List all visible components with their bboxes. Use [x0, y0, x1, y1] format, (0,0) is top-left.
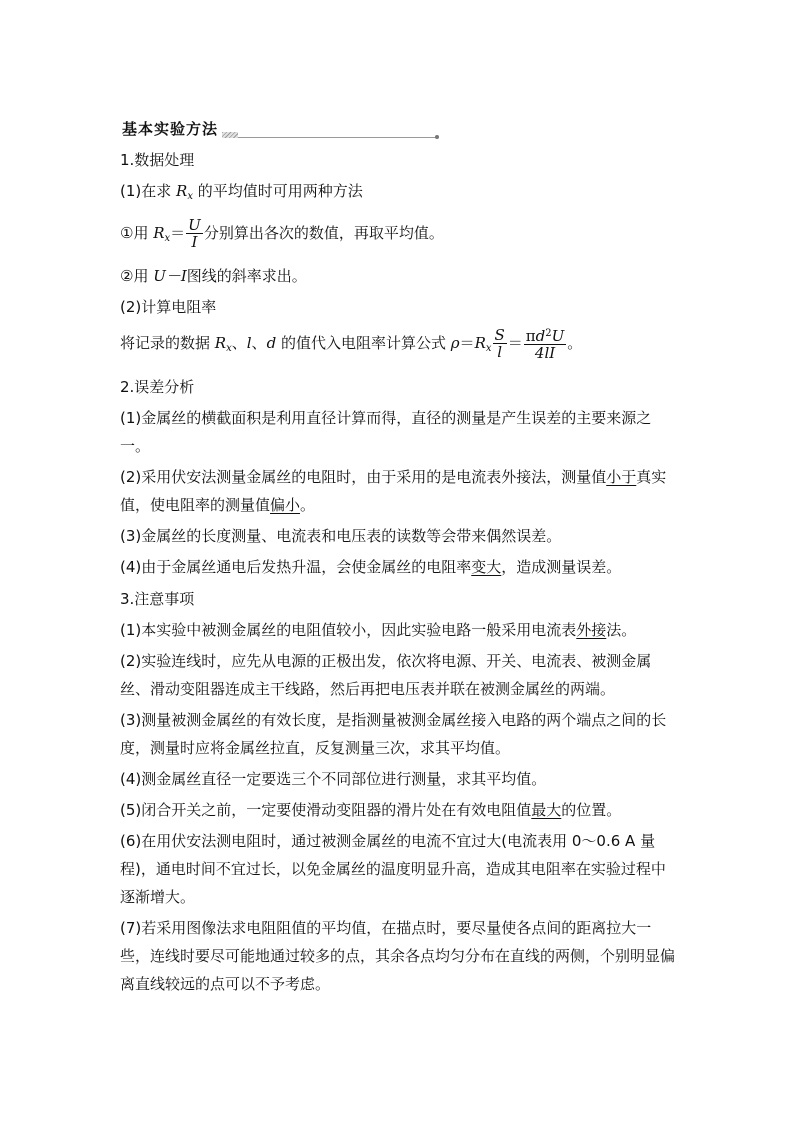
- var-r: R: [153, 224, 165, 242]
- section-title: 基本实验方法: [120, 118, 222, 139]
- underlined-answer: 偏小: [270, 496, 301, 514]
- text: (1)本实验中被测金属丝的电阻值较小，因此实验电路一般采用电流表: [120, 621, 577, 639]
- text: 法。: [606, 621, 637, 639]
- section-underline-dot: [435, 135, 439, 139]
- page-content: [120, 112, 680, 998]
- paragraph-3-6: (6)在用伏安法测电阻时，通过被测金属丝的电流不宜过大(电流表用 0～0.6 A 量程)，通电时间不宜过长，以免金属丝的温度明显升高，造成其电阻率在实验过程中逐渐增大。: [120, 832, 666, 906]
- paragraph-2-2: [120, 463, 680, 519]
- text: 真实值，使电阻率的测量值: [120, 468, 667, 514]
- fraction-u-over-i: [186, 217, 203, 250]
- text: 的平均值时可用两种方法: [192, 182, 363, 200]
- pi-symbol: π: [525, 327, 536, 345]
- paragraph-1-2: (2)计算电阻率: [120, 298, 217, 316]
- equals-sign: ＝: [507, 334, 523, 352]
- subscript-x: x: [187, 191, 193, 202]
- paragraph-2-3: (3)金属丝的长度测量、电流表和电压表的读数等会带来偶然误差。: [120, 527, 562, 545]
- text: ②用: [120, 267, 154, 285]
- subscript-x: x: [226, 343, 232, 354]
- text: (5)闭合开关之前，一定要使滑动变阻器的滑片处在有效电阻值: [120, 801, 532, 819]
- var-d: d: [266, 334, 277, 352]
- var-u-i: U－I: [153, 267, 187, 285]
- denominator: 4lI: [534, 344, 556, 362]
- resistivity-formula-line: [120, 323, 680, 369]
- denominator: I: [191, 233, 198, 251]
- equals-sign: ＝: [170, 224, 186, 242]
- text: 将记录的数据: [120, 334, 215, 352]
- heading-precautions: 3.注意事项: [120, 590, 195, 608]
- text: 的位置。: [561, 801, 622, 819]
- text: 、: [231, 334, 247, 352]
- paragraph-2-1: (1)金属丝的横截面积是利用直径计算而得，直径的测量是产生误差的主要来源之一。: [120, 409, 652, 455]
- text: 。: [300, 496, 316, 514]
- equals-sign: ＝: [459, 334, 475, 352]
- var-u: U: [551, 327, 565, 345]
- section-header: [120, 112, 680, 142]
- paragraph-3-4: (4)测金属丝直径一定要选三个不同部位进行测量，求其平均值。: [120, 770, 547, 788]
- var-d: d: [535, 327, 546, 345]
- underlined-answer: 最大: [531, 801, 562, 819]
- heading-error-analysis: 2.误差分析: [120, 378, 195, 396]
- text: (4)由于金属丝通电后发热升温，会使金属丝的电阻率: [120, 558, 472, 576]
- paragraph-3-3: (3)测量被测金属丝的有效长度，是指测量被测金属丝接入电路的两个端点之间的长度，测量时应将金属丝拉直，反复测量三次，求其平均值。: [120, 711, 667, 757]
- text: (1)在求: [120, 182, 177, 200]
- text: (2)采用伏安法测量金属丝的电阻时，由于采用的是电流表外接法，测量值: [120, 468, 607, 486]
- fraction-pi-d2u-over-4li: [524, 326, 567, 361]
- paragraph-3-2: (2)实验连线时，应先从电源的正极出发，依次将电源、开关、电流表、被测金属丝、滑动变阻器连成主干线路，然后再把电压表并联在被测金属丝的两端。: [120, 652, 652, 698]
- subscript-x: x: [485, 343, 492, 354]
- text: ，造成测量误差。: [501, 558, 622, 576]
- fraction-s-over-l: [493, 327, 507, 360]
- var-l: l: [246, 334, 252, 352]
- method-2: [120, 262, 680, 290]
- numerator: S: [494, 326, 505, 344]
- paragraph-1-1: [120, 177, 680, 211]
- underlined-answer: 变大: [471, 558, 502, 576]
- text: 分别算出各次的数值，再取平均值。: [203, 224, 444, 242]
- var-r: R: [176, 182, 188, 200]
- exponent: 2: [545, 328, 552, 339]
- text: 。: [567, 334, 583, 352]
- underlined-answer: 小于: [606, 468, 637, 486]
- var-r: R: [474, 334, 486, 352]
- text: 图线的斜率求出。: [186, 267, 307, 285]
- numerator: [524, 326, 567, 345]
- heading-data-processing: 1.数据处理: [120, 151, 195, 169]
- paragraph-3-1: [120, 616, 680, 644]
- text: ①用: [120, 224, 154, 242]
- paragraph-3-7: (7)若采用图像法求电阻阻值的平均值，在描点时，要尽量使各点间的距离拉大一些，连线时要尽可能地通过较多的点，其余各点均匀分布在直线的两侧，个别明显偏离直线较远的点可以不予考虑。: [120, 919, 676, 993]
- var-r: R: [214, 334, 227, 352]
- text: 的值代入电阻率计算公式: [276, 334, 451, 352]
- paragraph-3-5: [120, 796, 680, 824]
- text: 、: [251, 334, 267, 352]
- numerator: U: [188, 216, 201, 234]
- underlined-answer: 外接: [576, 621, 607, 639]
- var-rho: ρ: [450, 334, 460, 352]
- method-1: [120, 213, 680, 259]
- subscript-x: x: [164, 233, 171, 244]
- paragraph-2-4: [120, 553, 680, 581]
- denominator: l: [497, 343, 503, 361]
